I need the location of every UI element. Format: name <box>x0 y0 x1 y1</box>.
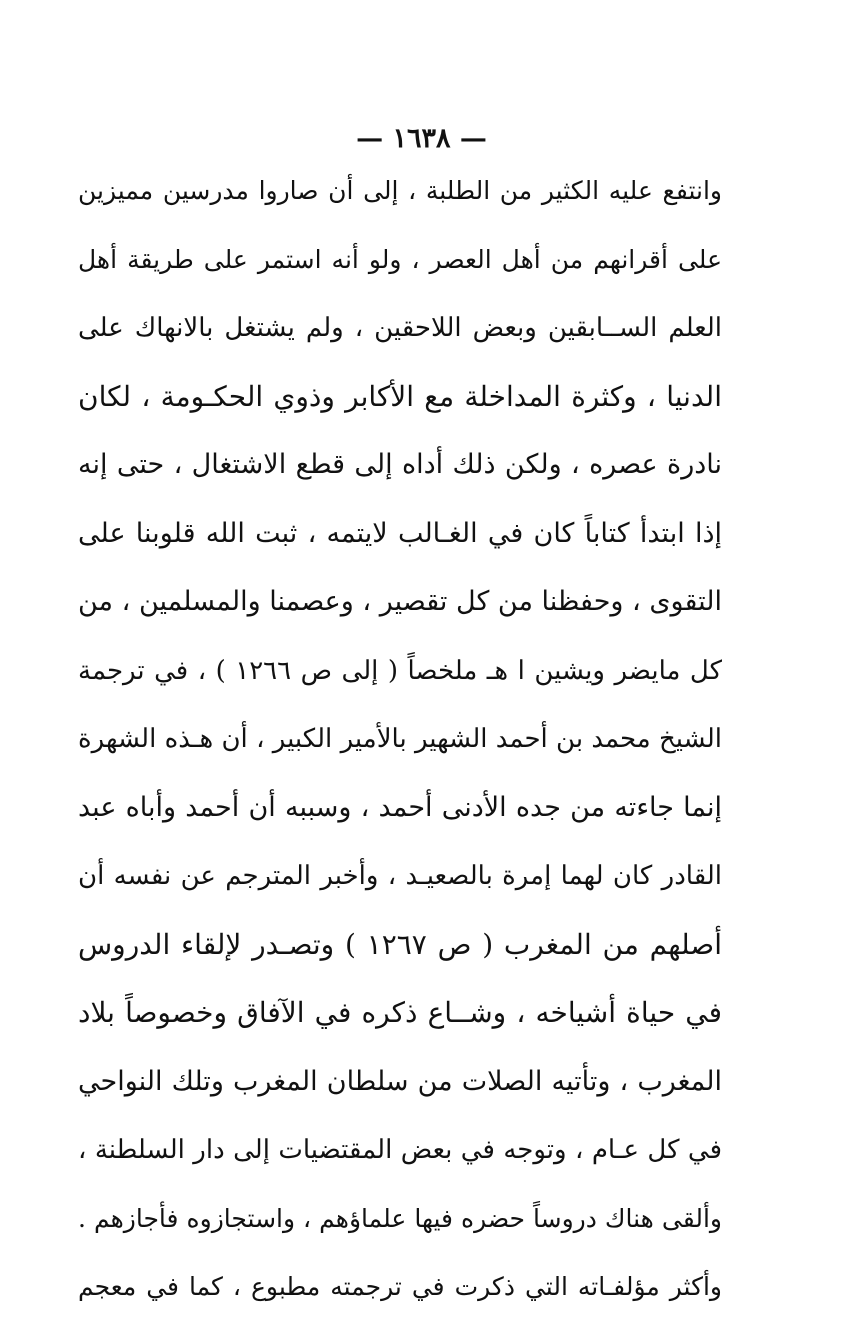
text-line: في حياة أشياخه ، وشــاع ذكره في الآفاق وخصوصاً بلاد <box>78 996 722 1029</box>
text-line: وأكثر مؤلفـاته التي ذكرت في ترجمته مطبوع ، كما في معجم <box>78 1272 722 1301</box>
text-line: وألقى هناك دروساً حضره فيها علماؤهم ، واستجازوه فأجازهم . <box>78 1203 722 1233</box>
text-line: التقوى ، وحفظنا من كل تقصير ، وعصمنا والمسلمين ، من <box>78 586 722 617</box>
text-line: المغرب ، وتأتيه الصلات من سلطان المغرب وتلك النواحي <box>78 1065 722 1097</box>
text-line: على أقرانهم من أهل العصر ، ولو أنه استمر على طريقة أهل <box>78 244 722 274</box>
text-line: إذا ابتدأ كتاباً كان في الغـالب لايتمه ، ثبت الله قلوبنا على <box>78 517 722 549</box>
text-line: كل مايضر ويشين ا هـ ملخصاً ( إلى ص ١٢٦٦ ) ، في ترجمة <box>78 655 722 686</box>
text-line: أصلهم من المغرب ( ص ١٢٦٧ ) وتصـدر لإلقاء الدروس <box>78 927 722 961</box>
text-line: الدنيا ، وكثرة المداخلة مع الأكابر وذوي الحكـومة ، لكان <box>78 379 722 413</box>
body-text <box>78 166 722 1331</box>
text-line: القادر كان لهما إمرة بالصعيـد ، وأخبر المترجم عن نفسه أن <box>78 861 722 891</box>
text-line: إنما جاءته من جده الأدنى أحمد ، وسببه أن أحمد وأباه عبد <box>78 791 722 823</box>
text-line: الشيخ محمد بن أحمد الشهير بالأمير الكبير ، أن هـذه الشهرة <box>78 724 722 754</box>
text-line: وانتفع عليه الكثير من الطلبة ، إلى أن صاروا مدرسين مميزين <box>78 176 722 205</box>
text-line: في كل عـام ، وتوجه في بعض المقتضيات إلى دار السلطنة ، <box>78 1135 722 1165</box>
page-number: — ١٦٣٨ — <box>356 123 487 154</box>
text-line: نادرة عصره ، ولكن ذلك أداه إلى قطع الاشتغال ، حتى إنه <box>78 449 722 480</box>
text-line: العلم الســابقين وبعض اللاحقين ، ولم يشتغل بالانهاك على <box>78 313 722 343</box>
